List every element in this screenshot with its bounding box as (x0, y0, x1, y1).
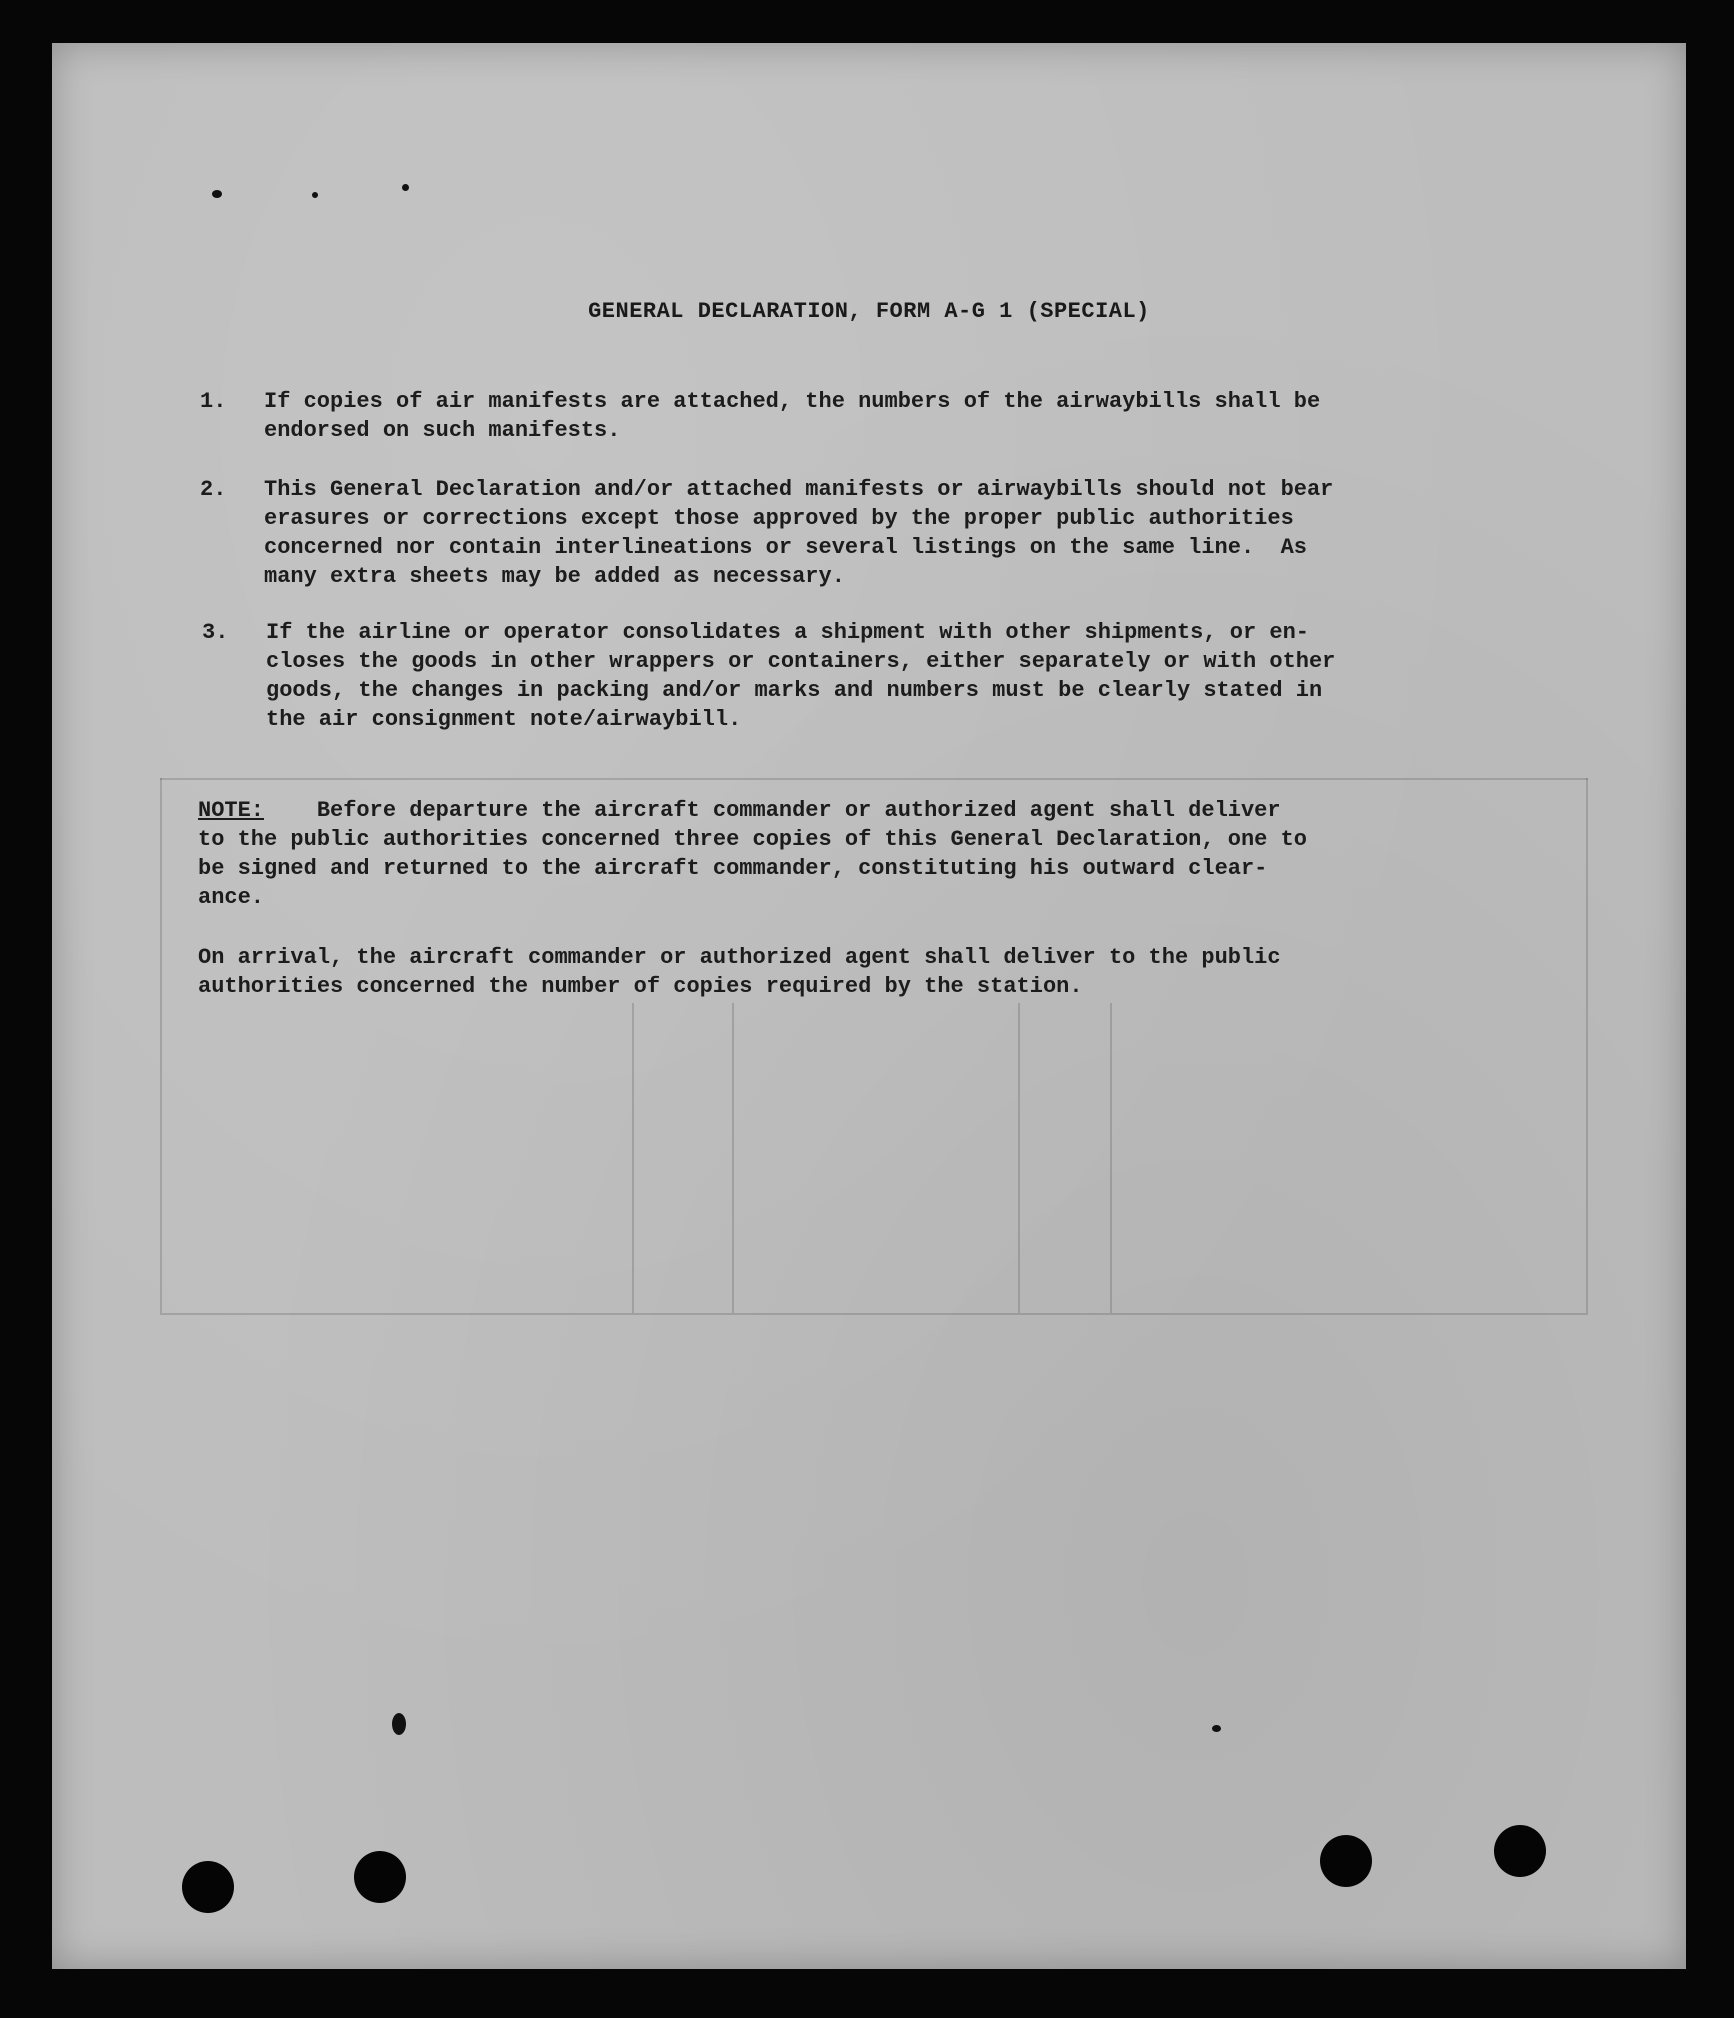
bleed-through-line (632, 1003, 634, 1313)
item-text: If copies of air manifests are attached, the numbers of the airwaybills shall be endorsed on such manifests. (264, 389, 1321, 443)
bleed-through-line (1586, 778, 1588, 1313)
document-title: GENERAL DECLARATION, FORM A-G 1 (SPECIAL) (588, 299, 1150, 324)
ink-speck (392, 1713, 406, 1735)
bleed-through-line (732, 1003, 734, 1313)
bleed-through-line (160, 778, 162, 1313)
item-text: This General Declaration and/or attached manifests or airwaybills should not bear erasures or corrections except those approved by the proper public authorities concerned nor contain interlineations or several listings on the same line. As many extra sheets may be added as necessary. (264, 477, 1334, 589)
item-number: 2. (200, 477, 227, 502)
ink-speck (402, 184, 409, 191)
item-number: 3. (202, 620, 229, 645)
ink-speck (212, 190, 222, 198)
punch-hole (1494, 1825, 1546, 1877)
note-body: Before departure the aircraft commander or authorized agent shall deliver to the public authorities concerned three copies of this General Declaration, one to be signed and returned to the aircraft commander, constituting his outward clear- ance. (198, 798, 1307, 910)
item-text: If the airline or operator consolidates a shipment with other shipments, or en- closes the goods in other wrappers or containers, either separately or with other goods, the changes in packing and/or marks and numbers must be clearly stated in the air consignment note/airwaybill. (266, 620, 1336, 732)
punch-hole (1320, 1835, 1372, 1887)
ink-speck (1212, 1725, 1221, 1732)
arrival-paragraph: On arrival, the aircraft commander or authorized agent shall deliver to the public authorities concerned the number of copies required by the station. (198, 945, 1281, 999)
punch-hole (182, 1861, 234, 1913)
bleed-through-line (1110, 1003, 1112, 1313)
punch-hole (354, 1851, 406, 1903)
item-number: 1. (200, 389, 227, 414)
bleed-through-line (1018, 1003, 1020, 1313)
note-text (198, 796, 1307, 912)
note-block (198, 796, 1307, 912)
note-label: NOTE: (198, 798, 265, 823)
bleed-through-line (160, 1313, 1588, 1315)
document-page (52, 43, 1686, 1969)
ink-speck (312, 192, 318, 198)
bleed-through-line (160, 778, 1588, 780)
